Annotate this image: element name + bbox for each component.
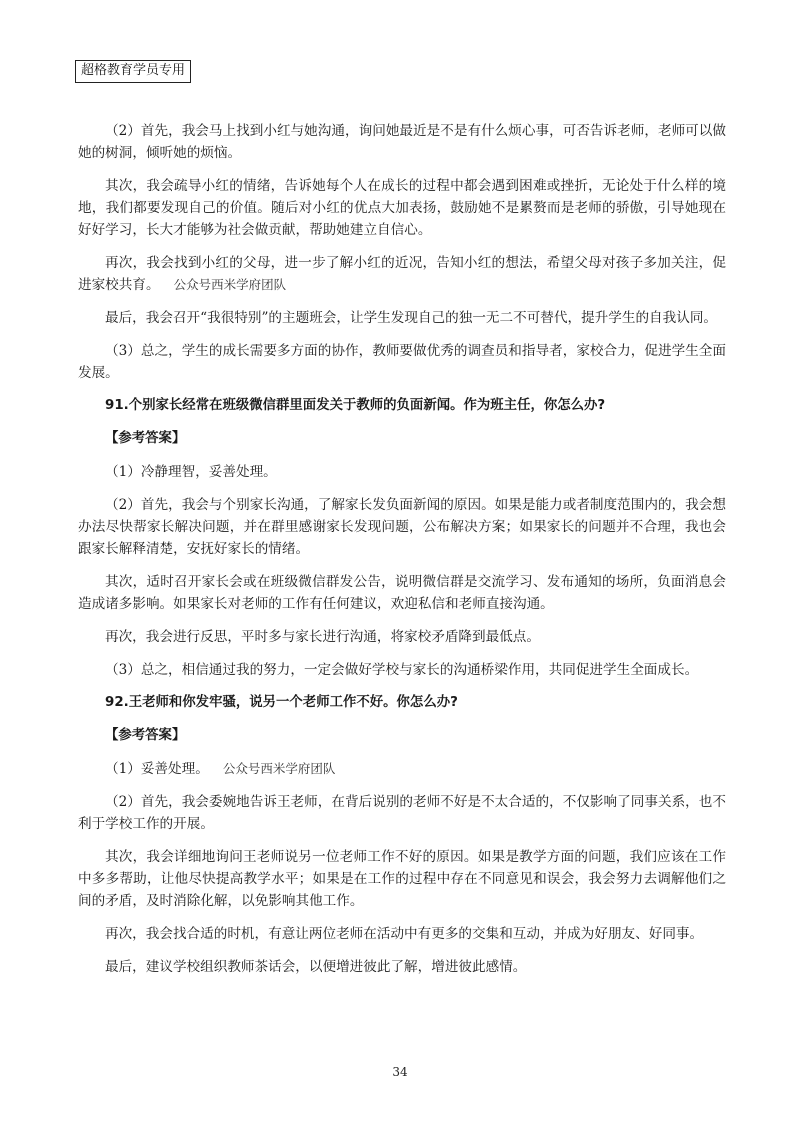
answer-label: 【参考答案】 bbox=[105, 431, 186, 446]
paragraph: （2）首先，我会委婉地告诉王老师，在背后说别的老师不好是不太合适的，不仅影响了同事关系，也不利于学校工作的开展。 bbox=[78, 794, 726, 832]
paragraph: （3）总之，学生的成长需要多方面的协作，教师要做优秀的调查员和指导者，家校合力，促进学生全面发展。 bbox=[78, 343, 726, 381]
paragraph: （2）首先，我会马上找到小红与她沟通，询问她最近是不是有什么烦心事，可否告诉老师，老师可以做她的树洞，倾听她的烦恼。 bbox=[78, 123, 726, 161]
paragraph: （3）总之，相信通过我的努力，一定会做好学校与家长的沟通桥梁作用，共同促进学生全面成长。 bbox=[105, 662, 699, 678]
answer-label: 【参考答案】 bbox=[105, 728, 186, 743]
watermark-text: 公众号西米学府团队 bbox=[173, 277, 287, 292]
paragraph: 其次，我会详细地询问王老师说另一位老师工作不好的原因。如果是教学方面的问题，我们应该在工作中多多帮助，让他尽快提高教学水平；如果是在工作的过程中存在不同意见和误会，我会努力去调解他们之间的矛盾，及时消除化解，以免影响其他工作。 bbox=[78, 849, 726, 909]
paragraph-text: （1）妥善处理。 bbox=[105, 761, 209, 777]
header-label: 超格教育学员专用 bbox=[75, 60, 191, 83]
paragraph: 最后，我会召开“我很特别”的主题班会，让学生发现自己的独一无二不可替代，提升学生的自我认同。 bbox=[105, 310, 718, 326]
paragraph: 再次，我会进行反思，平时多与家长进行沟通，将家校矛盾降到最低点。 bbox=[105, 629, 540, 645]
paragraph: 再次，我会找合适的时机，有意让两位老师在活动中有更多的交集和互动，并成为好朋友、好同事。 bbox=[105, 926, 704, 942]
paragraph: 其次，适时召开家长会或在班级微信群发公告，说明微信群是交流学习、发布通知的场所，负面消息会造成诸多影响。如果家长对老师的工作有任何建议，欢迎私信和老师直接沟通。 bbox=[78, 574, 726, 612]
question-92-title: 92.王老师和你发牢骚，说另一个老师工作不好。你怎么办? bbox=[105, 695, 458, 710]
question-91-title: 91.个别家长经常在班级微信群里面发关于教师的负面新闻。作为班主任，你怎么办? bbox=[105, 398, 606, 413]
paragraph bbox=[78, 252, 726, 296]
watermark-text: 公众号西米学府团队 bbox=[222, 761, 336, 776]
paragraph bbox=[78, 758, 726, 780]
page-number: 34 bbox=[392, 1065, 408, 1079]
paragraph: 其次，我会疏导小红的情绪，告诉她每个人在成长的过程中都会遇到困难或挫折，无论处于什么样的境地，我们都要发现自己的价值。随后对小红的优点大加表扬，鼓励她不是累赘而是老师的骄傲，引导她现在好好学习，长大才能够为社会做贡献，帮助她建立自信心。 bbox=[78, 178, 726, 238]
paragraph: （1）冷静理智，妥善处理。 bbox=[105, 464, 277, 480]
paragraph: 最后，建议学校组织教师茶话会，以便增进彼此了解，增进彼此感情。 bbox=[105, 959, 527, 975]
document-body bbox=[78, 120, 726, 978]
paragraph-text: 再次，我会找到小红的父母，进一步了解小红的近况，告知小红的想法，希望父母对孩子多加关注，促进家校共育。 bbox=[78, 255, 726, 293]
paragraph: （2）首先，我会与个别家长沟通，了解家长发负面新闻的原因。如果是能力或者制度范围内的，我会想办法尽快帮家长解决问题，并在群里感谢家长发现问题，公布解决方案；如果家长的问题并不合理，我也会跟家长解释清楚，安抚好家长的情绪。 bbox=[78, 497, 726, 557]
